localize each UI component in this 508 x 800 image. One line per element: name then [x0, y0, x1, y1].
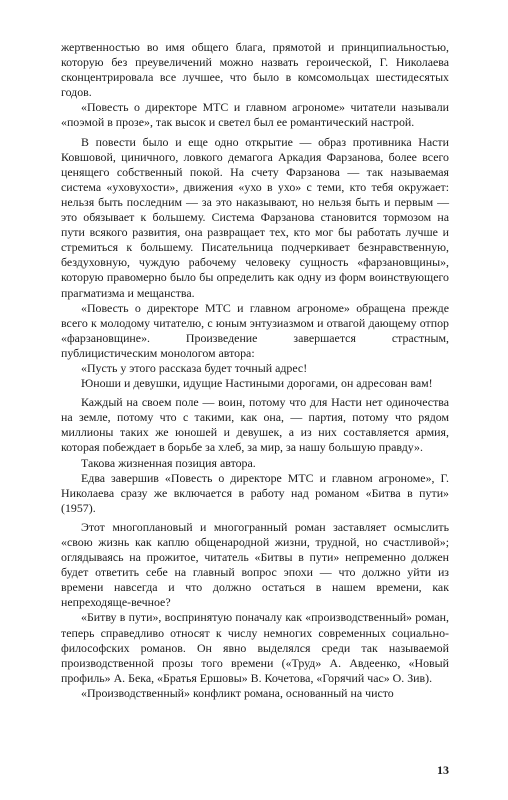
quote-line: Юноши и девушки, идущие Настиными дорогами, он адресован вам!	[81, 376, 433, 391]
page-number: 13	[437, 763, 449, 777]
paragraph: «Производственный» конфликт романа, основанный на чисто	[81, 685, 394, 700]
paragraph: жертвенностью во имя общего блага, прямотой и принципиальностью, которую без преувеличений можно назвать героической, Г. Николаева сконцентрировала все лучшее, что было в комсомольцах шестидесятых годов.	[61, 40, 449, 100]
paragraph: «Повесть о директоре МТС и главном агрономе» обращена прежде всего к молодому читателю, с юным энтузиазмом и отвагой дающему отпор «фарзановщине». Произведение завершается страстным, публицистическим монологом автора:	[61, 300, 449, 360]
quote-line: Каждый на своем поле — воин, потому что для Насти нет одиночества на земле, потому что с такими, как она, — партия, потому что рядом миллионы таких же юношей и девушек, а из них составляется армия, которая побеждает в борьбе за хлеб, за мир, за нашу большую правду».	[61, 395, 449, 455]
paragraph: Такова жизненная позиция автора.	[81, 455, 256, 470]
paragraph: Этот многоплановый и многогранный роман заставляет осмыслить «свою жизнь как каплю общенародной жизни, трудной, но счастливой»; оглядываясь на прожитое, читатель «Битвы в пути» непременно должен будет ответить себе на главный вопрос эпохи — что должно уйти из времени навсегда и что должно остаться в нашем времени, как непреходяще-вечное?	[61, 519, 449, 610]
paragraph: В повести было и еще одно открытие — образ противника Насти Ковшовой, циничного, ловкого демагога Аркадия Фарзанова, более всего ценящего собственный покой. На счету Фарзанова — так называемая система «уховухости», движения «ухо в ухо» с теми, кто тебя окружает: нельзя быть последним — за это наказывают, но нельзя быть и первым — это обязывает к большему. Система Фарзанова становится тормозом на пути всякого развития, она развращает тех, кто мог бы работать лучше и стремиться к большему. Писательница подчеркивает безнравственную, бездуховную, чуждую рабочему человеку сущность «фарзановщины», которую правомерно было бы определить как одну из форм воинствующего прагматизма и мещанства.	[61, 134, 449, 300]
paragraph: «Повесть о директоре МТС и главном агрономе» читатели называли «поэмой в прозе», так высок и светел был ее романтический настрой.	[61, 100, 449, 130]
paragraph: «Битву в пути», воспринятую поначалу как «производственный» роман, теперь справедливо относят к числу немногих современных социально-философских романов. Он явно выделялся среди так называемой производственной прозы того времени («Труд» А. Авдеенко, «Новый профиль» А. Бека, «Братья Ершовы» В. Кочетова, «Горячий час» О. Зив).	[61, 610, 449, 685]
body-text	[61, 40, 449, 701]
paragraph: Едва завершив «Повесть о директоре МТС и главном агрономе», Г. Николаева сразу же включается в работу над романом «Битва в пути» (1957).	[61, 470, 449, 515]
quote-line: «Пусть у этого рассказа будет точный адрес!	[81, 360, 308, 375]
